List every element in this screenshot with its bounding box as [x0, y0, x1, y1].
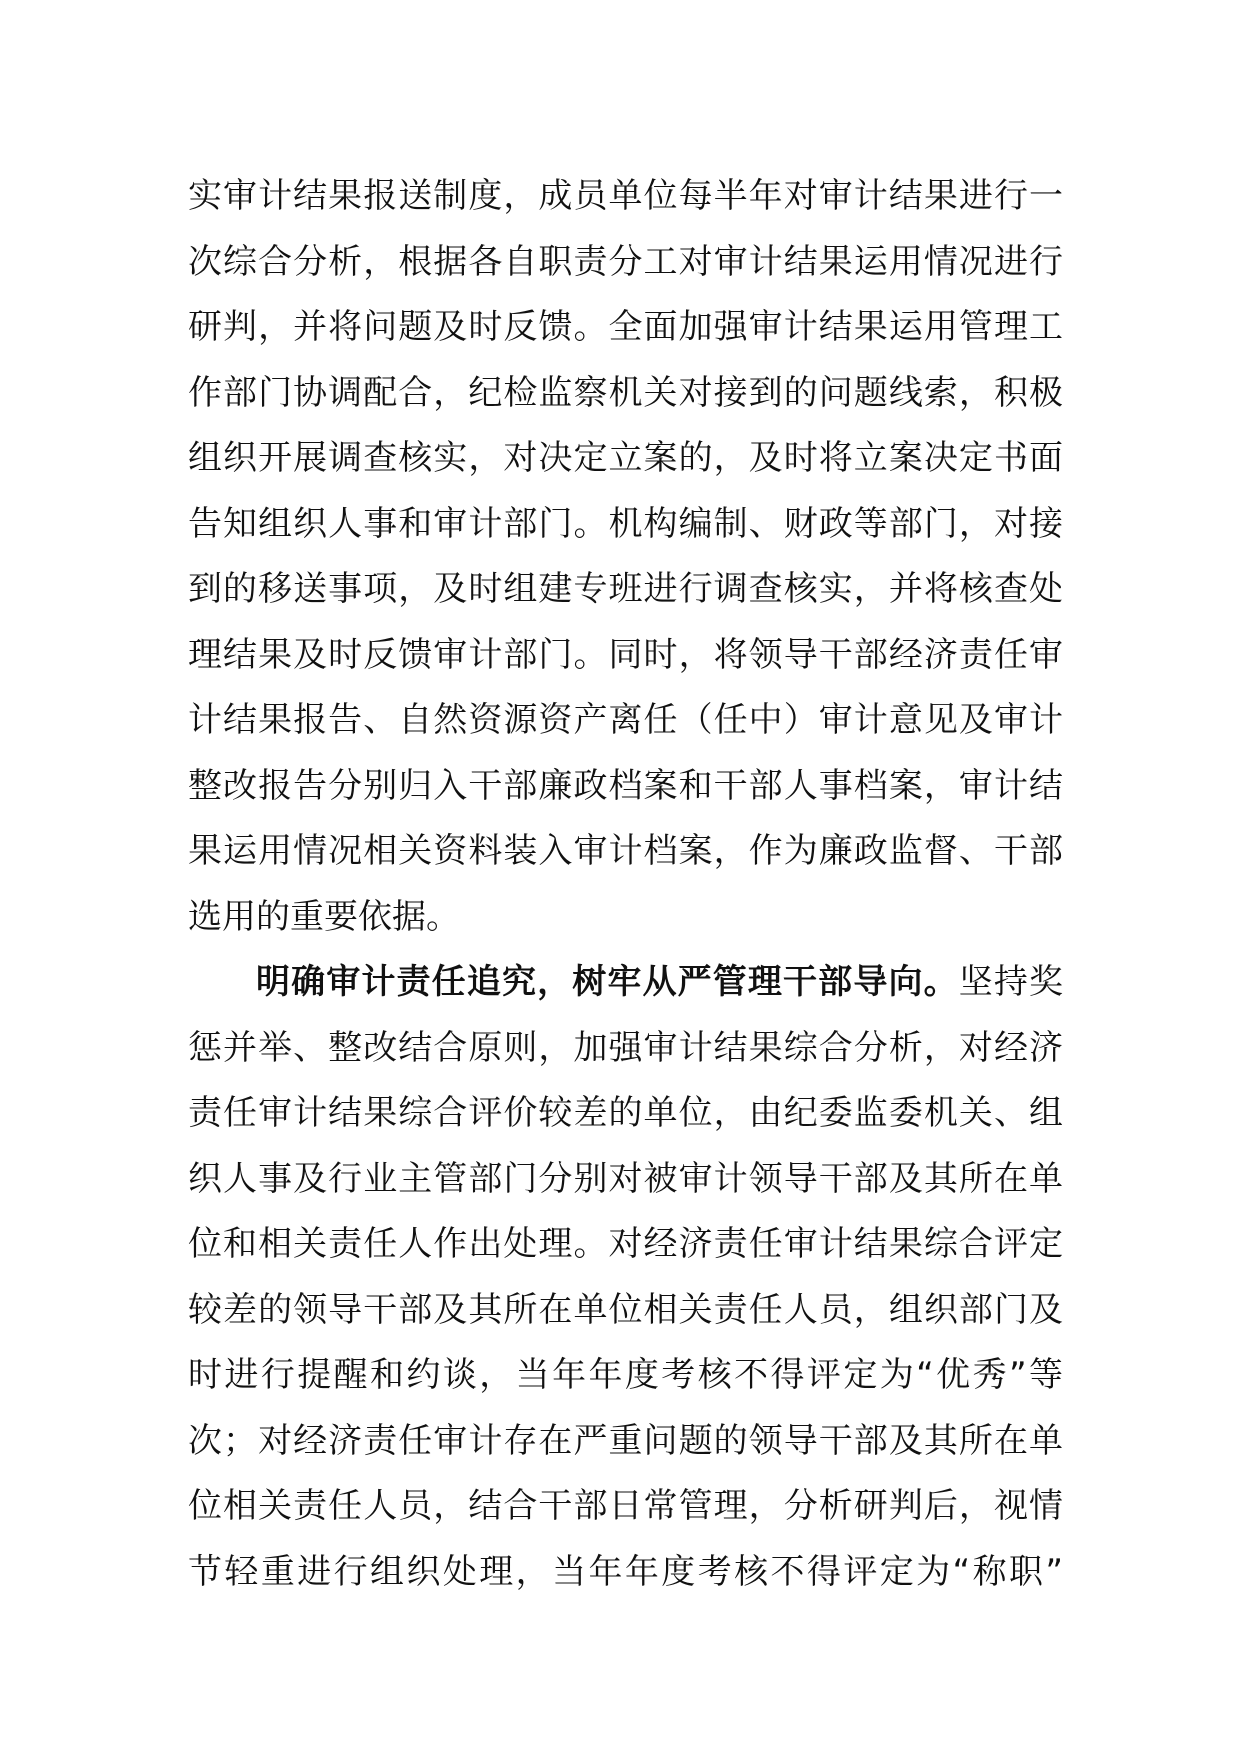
paragraph-line: 时进行提醒和约谈，当年年度考核不得评定为“优秀”等: [188, 1355, 1063, 1395]
paragraph-line: 研判，并将问题及时反馈。全面加强审计结果运用管理工: [188, 307, 1063, 347]
paragraph-1: [188, 164, 1063, 950]
paragraph-line: 较差的领导干部及其所在单位相关责任人员，组织部门及: [188, 1289, 1063, 1330]
paragraph-line: 选用的重要依据。: [188, 896, 460, 937]
paragraph-heading: 明确审计责任追究，树牢从严管理干部导向。: [256, 962, 959, 1002]
paragraph-line: 惩并举、整改结合原则，加强审计结果综合分析，对经济: [188, 1027, 1063, 1068]
paragraph-line: 实审计结果报送制度，成员单位每半年对审计结果进行一: [188, 176, 1063, 216]
paragraph-line: 节轻重进行组织处理，当年年度考核不得评定为“称职”: [188, 1551, 1063, 1592]
paragraph-line: 告知组织人事和审计部门。机构编制、财政等部门，对接: [188, 503, 1063, 544]
paragraph-line: 果运用情况相关资料装入审计档案，作为廉政监督、干部: [188, 831, 1063, 871]
paragraph-line: 责任审计结果综合评价较差的单位，由纪委监委机关、组: [188, 1093, 1063, 1133]
paragraph-line: 到的移送事项，及时组建专班进行调查核实，并将核查处: [188, 569, 1063, 609]
paragraph-line: 计结果报告、自然资源资产离任（任中）审计意见及审计: [188, 700, 1063, 740]
paragraph-line: 位和相关责任人作出处理。对经济责任审计结果综合评定: [188, 1224, 1063, 1264]
paragraph-line: 理结果及时反馈审计部门。同时，将领导干部经济责任审: [188, 634, 1063, 675]
paragraph-heading-rest: 坚持奖: [958, 962, 1064, 1002]
paragraph-line: 作部门协调配合，纪检监察机关对接到的问题线索，积极: [188, 372, 1063, 413]
paragraph-line: 组织开展调查核实，对决定立案的，及时将立案决定书面: [188, 438, 1063, 478]
paragraph-2: [188, 950, 1063, 1605]
paragraph-line: 次；对经济责任审计存在严重问题的领导干部及其所在单: [188, 1420, 1063, 1461]
paragraph-line: 位相关责任人员，结合干部日常管理，分析研判后，视情: [188, 1486, 1063, 1526]
paragraph-line: 次综合分析，根据各自职责分工对审计结果运用情况进行: [188, 241, 1063, 282]
paragraph-first-line: [188, 950, 1063, 1016]
paragraph-line: 整改报告分别归入干部廉政档案和干部人事档案，审计结: [188, 765, 1063, 806]
paragraph-line: 织人事及行业主管部门分别对被审计领导干部及其所在单: [188, 1158, 1063, 1199]
body-text: [188, 164, 1063, 1605]
